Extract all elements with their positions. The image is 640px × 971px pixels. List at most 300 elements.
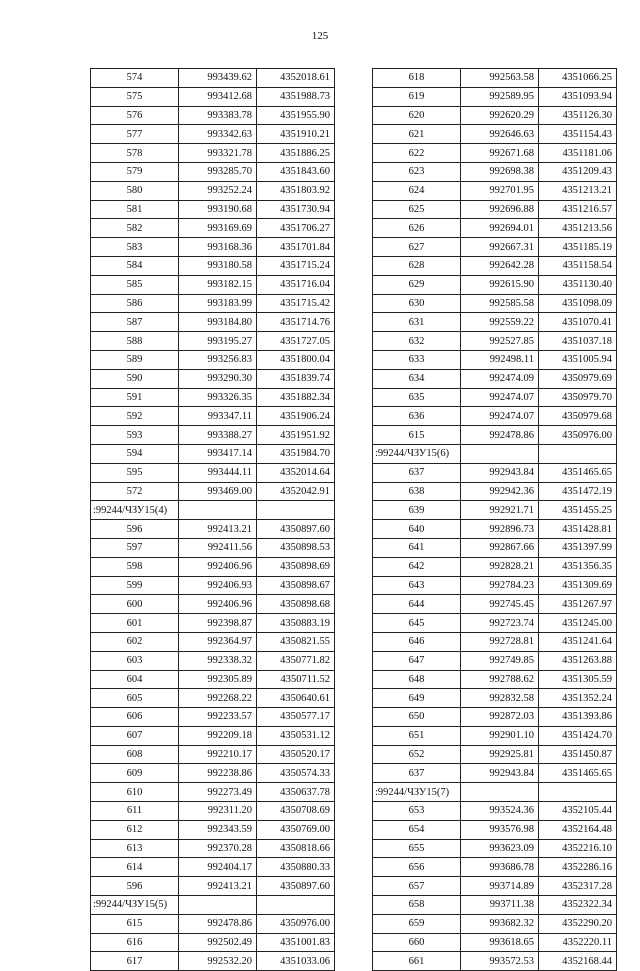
x-coordinate-cell: 992698.38 — [461, 162, 539, 181]
table-row — [373, 181, 617, 200]
point-number-cell: 576 — [91, 106, 179, 125]
table-row — [91, 557, 335, 576]
point-number-cell: 592 — [91, 407, 179, 426]
x-coordinate-cell: 992311.20 — [179, 802, 257, 821]
table-row — [373, 69, 617, 88]
point-number-cell: 647 — [373, 651, 461, 670]
table-row — [91, 820, 335, 839]
table-row — [91, 595, 335, 614]
y-coordinate-cell: 4351216.57 — [539, 200, 617, 219]
table-row — [373, 670, 617, 689]
x-coordinate-cell: 993412.68 — [179, 87, 257, 106]
x-coordinate-cell: 992498.11 — [461, 350, 539, 369]
point-number-cell: 652 — [373, 745, 461, 764]
point-number-cell: 654 — [373, 820, 461, 839]
x-coordinate-cell: 992210.17 — [179, 745, 257, 764]
x-coordinate-cell: 993190.68 — [179, 200, 257, 219]
table-row — [91, 294, 335, 313]
point-number-cell: 650 — [373, 708, 461, 727]
point-number-cell: 578 — [91, 144, 179, 163]
y-coordinate-cell: 4351450.87 — [539, 745, 617, 764]
point-number-cell: 630 — [373, 294, 461, 313]
table-row — [91, 877, 335, 896]
point-number-cell: 607 — [91, 726, 179, 745]
x-coordinate-cell: 992406.96 — [179, 595, 257, 614]
point-number-cell: 615 — [373, 426, 461, 445]
point-number-cell: 634 — [373, 369, 461, 388]
point-number-cell: 613 — [91, 839, 179, 858]
table-row — [91, 802, 335, 821]
y-coordinate-cell: 4350577.17 — [257, 708, 335, 727]
x-coordinate-cell: 992502.49 — [179, 933, 257, 952]
table-row — [91, 463, 335, 482]
y-coordinate-cell: 4351472.19 — [539, 482, 617, 501]
point-number-cell: 628 — [373, 256, 461, 275]
point-number-cell: 588 — [91, 332, 179, 351]
y-coordinate-cell: 4351906.24 — [257, 407, 335, 426]
table-row — [373, 726, 617, 745]
point-number-cell: 617 — [91, 952, 179, 971]
point-number-cell: 580 — [91, 181, 179, 200]
y-coordinate-cell: 4351130.40 — [539, 275, 617, 294]
x-coordinate-cell: 993524.36 — [461, 802, 539, 821]
y-coordinate-cell: 4350574.33 — [257, 764, 335, 783]
x-coordinate-cell: 992338.32 — [179, 651, 257, 670]
point-number-cell: 656 — [373, 858, 461, 877]
y-coordinate-cell: 4350898.68 — [257, 595, 335, 614]
x-coordinate-cell: 992413.21 — [179, 877, 257, 896]
table-row — [91, 651, 335, 670]
point-number-cell: 657 — [373, 877, 461, 896]
x-coordinate-cell: 992273.49 — [179, 783, 257, 802]
point-number-cell: 591 — [91, 388, 179, 407]
y-coordinate-cell: 4352105.44 — [539, 802, 617, 821]
point-number-cell: 574 — [91, 69, 179, 88]
point-number-cell: 619 — [373, 87, 461, 106]
table-row — [91, 444, 335, 463]
section-label-cell: :99244/ЧЗУ15(7) — [373, 783, 461, 802]
point-number-cell: 631 — [373, 313, 461, 332]
point-number-cell: 596 — [91, 877, 179, 896]
x-coordinate-cell: 992872.03 — [461, 708, 539, 727]
table-row — [91, 200, 335, 219]
y-coordinate-cell: 4351716.04 — [257, 275, 335, 294]
x-coordinate-cell: 993183.99 — [179, 294, 257, 313]
point-number-cell: 644 — [373, 595, 461, 614]
x-coordinate-cell: 992867.66 — [461, 538, 539, 557]
point-number-cell: 589 — [91, 350, 179, 369]
x-coordinate-cell: 992559.22 — [461, 313, 539, 332]
x-coordinate-cell: 993686.78 — [461, 858, 539, 877]
table-row — [91, 144, 335, 163]
y-coordinate-cell: 4350897.60 — [257, 877, 335, 896]
x-coordinate-cell: 992563.58 — [461, 69, 539, 88]
point-number-cell: 633 — [373, 350, 461, 369]
point-number-cell: 637 — [373, 463, 461, 482]
x-coordinate-cell: 993252.24 — [179, 181, 257, 200]
table-row — [373, 820, 617, 839]
y-coordinate-cell: 4351185.19 — [539, 238, 617, 257]
point-number-cell: 616 — [91, 933, 179, 952]
y-coordinate-cell: 4351126.30 — [539, 106, 617, 125]
section-header-row — [91, 501, 335, 520]
table-row — [373, 256, 617, 275]
table-row — [373, 520, 617, 539]
y-coordinate-cell: 4351803.92 — [257, 181, 335, 200]
table-row — [91, 576, 335, 595]
x-coordinate-cell — [461, 783, 539, 802]
x-coordinate-cell: 993714.89 — [461, 877, 539, 896]
table-row — [91, 69, 335, 88]
table-row — [373, 745, 617, 764]
table-row — [91, 407, 335, 426]
point-number-cell: 585 — [91, 275, 179, 294]
point-number-cell: 600 — [91, 595, 179, 614]
table-row — [91, 614, 335, 633]
point-number-cell: 661 — [373, 952, 461, 971]
section-label-cell: :99244/ЧЗУ15(5) — [91, 896, 179, 915]
table-row — [373, 238, 617, 257]
point-number-cell: 643 — [373, 576, 461, 595]
y-coordinate-cell: 4351701.84 — [257, 238, 335, 257]
point-number-cell: 655 — [373, 839, 461, 858]
table-row — [373, 162, 617, 181]
y-coordinate-cell: 4350897.60 — [257, 520, 335, 539]
table-row — [91, 275, 335, 294]
x-coordinate-cell: 992646.63 — [461, 125, 539, 144]
x-coordinate-cell: 992406.93 — [179, 576, 257, 595]
point-number-cell: 579 — [91, 162, 179, 181]
x-coordinate-cell: 992585.58 — [461, 294, 539, 313]
table-row — [91, 482, 335, 501]
x-coordinate-cell: 992749.85 — [461, 651, 539, 670]
section-label-cell: :99244/ЧЗУ15(6) — [373, 444, 461, 463]
x-coordinate-cell: 992784.23 — [461, 576, 539, 595]
y-coordinate-cell: 4352042.91 — [257, 482, 335, 501]
y-coordinate-cell: 4351428.81 — [539, 520, 617, 539]
point-number-cell: 581 — [91, 200, 179, 219]
y-coordinate-cell: 4351098.09 — [539, 294, 617, 313]
y-coordinate-cell: 4351730.94 — [257, 200, 335, 219]
y-coordinate-cell: 4351158.54 — [539, 256, 617, 275]
x-coordinate-cell — [179, 501, 257, 520]
y-coordinate-cell: 4351882.34 — [257, 388, 335, 407]
y-coordinate-cell: 4351037.18 — [539, 332, 617, 351]
table-row — [91, 181, 335, 200]
table-row — [373, 87, 617, 106]
y-coordinate-cell: 4350708.69 — [257, 802, 335, 821]
table-row — [91, 914, 335, 933]
x-coordinate-cell: 992209.18 — [179, 726, 257, 745]
y-coordinate-cell: 4350771.82 — [257, 651, 335, 670]
x-coordinate-cell: 993383.78 — [179, 106, 257, 125]
y-coordinate-cell: 4350818.66 — [257, 839, 335, 858]
x-coordinate-cell — [461, 444, 539, 463]
x-coordinate-cell: 992474.09 — [461, 369, 539, 388]
point-number-cell: 651 — [373, 726, 461, 745]
point-number-cell: 610 — [91, 783, 179, 802]
x-coordinate-cell: 992901.10 — [461, 726, 539, 745]
y-coordinate-cell: 4351305.59 — [539, 670, 617, 689]
table-row — [91, 520, 335, 539]
y-coordinate-cell: 4351070.41 — [539, 313, 617, 332]
table-row — [373, 933, 617, 952]
y-coordinate-cell: 4351245.00 — [539, 614, 617, 633]
x-coordinate-cell: 992788.62 — [461, 670, 539, 689]
x-coordinate-cell: 992233.57 — [179, 708, 257, 727]
table-row — [373, 952, 617, 971]
x-coordinate-cell: 992620.29 — [461, 106, 539, 125]
table-row — [91, 106, 335, 125]
point-number-cell: 590 — [91, 369, 179, 388]
point-number-cell: 640 — [373, 520, 461, 539]
x-coordinate-cell: 992474.07 — [461, 388, 539, 407]
y-coordinate-cell: 4351154.43 — [539, 125, 617, 144]
x-coordinate-cell: 992478.86 — [179, 914, 257, 933]
x-coordinate-cell: 992723.74 — [461, 614, 539, 633]
y-coordinate-cell — [257, 501, 335, 520]
y-coordinate-cell: 4351263.88 — [539, 651, 617, 670]
point-number-cell: 575 — [91, 87, 179, 106]
table-row — [373, 914, 617, 933]
y-coordinate-cell: 4352317.28 — [539, 877, 617, 896]
table-row — [91, 858, 335, 877]
table-row — [91, 219, 335, 238]
y-coordinate-cell: 4351066.25 — [539, 69, 617, 88]
y-coordinate-cell: 4351706.27 — [257, 219, 335, 238]
y-coordinate-cell: 4350640.61 — [257, 689, 335, 708]
table-row — [373, 877, 617, 896]
table-row — [373, 144, 617, 163]
point-number-cell: 595 — [91, 463, 179, 482]
table-row — [91, 388, 335, 407]
point-number-cell: 572 — [91, 482, 179, 501]
point-number-cell: 609 — [91, 764, 179, 783]
point-number-cell: 620 — [373, 106, 461, 125]
point-number-cell: 604 — [91, 670, 179, 689]
table-row — [91, 369, 335, 388]
y-coordinate-cell: 4350898.67 — [257, 576, 335, 595]
y-coordinate-cell: 4350898.53 — [257, 538, 335, 557]
y-coordinate-cell: 4351213.56 — [539, 219, 617, 238]
x-coordinate-cell: 992696.88 — [461, 200, 539, 219]
table-row — [373, 369, 617, 388]
x-coordinate-cell: 993576.98 — [461, 820, 539, 839]
y-coordinate-cell: 4351309.69 — [539, 576, 617, 595]
point-number-cell: 627 — [373, 238, 461, 257]
x-coordinate-cell: 993195.27 — [179, 332, 257, 351]
table-row — [373, 538, 617, 557]
table-row — [373, 557, 617, 576]
y-coordinate-cell: 4352014.64 — [257, 463, 335, 482]
point-number-cell: 658 — [373, 896, 461, 915]
point-number-cell: 583 — [91, 238, 179, 257]
table-row — [373, 294, 617, 313]
y-coordinate-cell: 4351988.73 — [257, 87, 335, 106]
table-row — [91, 538, 335, 557]
x-coordinate-cell: 993285.70 — [179, 162, 257, 181]
table-row — [91, 670, 335, 689]
y-coordinate-cell: 4350898.69 — [257, 557, 335, 576]
table-row — [373, 313, 617, 332]
x-coordinate-cell: 992404.17 — [179, 858, 257, 877]
x-coordinate-cell: 993256.83 — [179, 350, 257, 369]
x-coordinate-cell: 992921.71 — [461, 501, 539, 520]
point-number-cell: 635 — [373, 388, 461, 407]
y-coordinate-cell: 4350883.19 — [257, 614, 335, 633]
y-coordinate-cell: 4351213.21 — [539, 181, 617, 200]
x-coordinate-cell: 992832.58 — [461, 689, 539, 708]
y-coordinate-cell: 4350979.70 — [539, 388, 617, 407]
table-row — [373, 708, 617, 727]
x-coordinate-cell: 992370.28 — [179, 839, 257, 858]
y-coordinate-cell: 4350769.00 — [257, 820, 335, 839]
point-number-cell: 622 — [373, 144, 461, 163]
y-coordinate-cell: 4351393.86 — [539, 708, 617, 727]
x-coordinate-cell: 993439.62 — [179, 69, 257, 88]
y-coordinate-cell: 4351241.64 — [539, 632, 617, 651]
y-coordinate-cell: 4351181.06 — [539, 144, 617, 163]
x-coordinate-cell: 992671.68 — [461, 144, 539, 163]
x-coordinate-cell: 992615.90 — [461, 275, 539, 294]
y-coordinate-cell: 4350821.55 — [257, 632, 335, 651]
y-coordinate-cell: 4352164.48 — [539, 820, 617, 839]
y-coordinate-cell: 4351424.70 — [539, 726, 617, 745]
table-row — [373, 426, 617, 445]
table-row — [373, 388, 617, 407]
x-coordinate-cell: 993347.11 — [179, 407, 257, 426]
x-coordinate-cell: 993184.80 — [179, 313, 257, 332]
x-coordinate-cell: 993682.32 — [461, 914, 539, 933]
y-coordinate-cell: 4351800.04 — [257, 350, 335, 369]
x-coordinate-cell: 992411.56 — [179, 538, 257, 557]
x-coordinate-cell: 993618.65 — [461, 933, 539, 952]
y-coordinate-cell: 4351001.83 — [257, 933, 335, 952]
point-number-cell: 598 — [91, 557, 179, 576]
x-coordinate-cell: 992343.59 — [179, 820, 257, 839]
table-row — [91, 952, 335, 971]
page-number: 125 — [311, 30, 329, 42]
point-number-cell: 593 — [91, 426, 179, 445]
table-row — [373, 501, 617, 520]
y-coordinate-cell: 4351839.74 — [257, 369, 335, 388]
point-number-cell: 623 — [373, 162, 461, 181]
x-coordinate-cell: 993321.78 — [179, 144, 257, 163]
table-row — [91, 632, 335, 651]
table-row — [91, 764, 335, 783]
table-row — [373, 219, 617, 238]
x-coordinate-cell: 993326.35 — [179, 388, 257, 407]
y-coordinate-cell: 4350979.69 — [539, 369, 617, 388]
section-header-row — [373, 783, 617, 802]
point-number-cell: 625 — [373, 200, 461, 219]
point-number-cell: 637 — [373, 764, 461, 783]
point-number-cell: 596 — [91, 520, 179, 539]
y-coordinate-cell: 4352220.11 — [539, 933, 617, 952]
y-coordinate-cell: 4351955.90 — [257, 106, 335, 125]
y-coordinate-cell: 4352168.44 — [539, 952, 617, 971]
y-coordinate-cell: 4351209.43 — [539, 162, 617, 181]
y-coordinate-cell: 4351714.76 — [257, 313, 335, 332]
point-number-cell: 660 — [373, 933, 461, 952]
y-coordinate-cell: 4351910.21 — [257, 125, 335, 144]
table-row — [373, 802, 617, 821]
x-coordinate-cell: 993444.11 — [179, 463, 257, 482]
y-coordinate-cell: 4351267.97 — [539, 595, 617, 614]
x-coordinate-cell: 993711.38 — [461, 896, 539, 915]
table-row — [373, 632, 617, 651]
table-row — [373, 332, 617, 351]
point-number-cell: 612 — [91, 820, 179, 839]
table-row — [91, 426, 335, 445]
x-coordinate-cell: 992478.86 — [461, 426, 539, 445]
point-number-cell: 646 — [373, 632, 461, 651]
point-number-cell: 629 — [373, 275, 461, 294]
x-coordinate-cell: 992943.84 — [461, 463, 539, 482]
x-coordinate-cell: 992694.01 — [461, 219, 539, 238]
point-number-cell: 636 — [373, 407, 461, 426]
point-number-cell: 621 — [373, 125, 461, 144]
x-coordinate-cell: 993182.15 — [179, 275, 257, 294]
table-row — [373, 858, 617, 877]
x-coordinate-cell: 992942.36 — [461, 482, 539, 501]
y-coordinate-cell: 4351727.05 — [257, 332, 335, 351]
point-number-cell: 577 — [91, 125, 179, 144]
y-coordinate-cell: 4351465.65 — [539, 463, 617, 482]
x-coordinate-cell: 992527.85 — [461, 332, 539, 351]
y-coordinate-cell: 4350979.68 — [539, 407, 617, 426]
x-coordinate-cell: 993169.69 — [179, 219, 257, 238]
table-row — [373, 106, 617, 125]
table-row — [373, 482, 617, 501]
y-coordinate-cell: 4351455.25 — [539, 501, 617, 520]
y-coordinate-cell: 4350711.52 — [257, 670, 335, 689]
table-row — [91, 350, 335, 369]
y-coordinate-cell: 4351005.94 — [539, 350, 617, 369]
point-number-cell: 587 — [91, 313, 179, 332]
y-coordinate-cell: 4350520.17 — [257, 745, 335, 764]
y-coordinate-cell: 4352216.10 — [539, 839, 617, 858]
table-row — [373, 614, 617, 633]
point-number-cell: 632 — [373, 332, 461, 351]
x-coordinate-cell: 992413.21 — [179, 520, 257, 539]
table-row — [91, 745, 335, 764]
point-number-cell: 638 — [373, 482, 461, 501]
point-number-cell: 602 — [91, 632, 179, 651]
point-number-cell: 614 — [91, 858, 179, 877]
table-row — [91, 313, 335, 332]
x-coordinate-cell: 992701.95 — [461, 181, 539, 200]
table-row — [91, 125, 335, 144]
x-coordinate-cell: 992828.21 — [461, 557, 539, 576]
x-coordinate-cell: 993180.58 — [179, 256, 257, 275]
y-coordinate-cell: 4351843.60 — [257, 162, 335, 181]
y-coordinate-cell: 4351715.42 — [257, 294, 335, 313]
table-row — [91, 689, 335, 708]
table-row — [373, 350, 617, 369]
y-coordinate-cell: 4350976.00 — [539, 426, 617, 445]
x-coordinate-cell: 993290.30 — [179, 369, 257, 388]
point-number-cell: 626 — [373, 219, 461, 238]
point-number-cell: 645 — [373, 614, 461, 633]
x-coordinate-cell: 992364.97 — [179, 632, 257, 651]
table-row — [373, 651, 617, 670]
table-row — [373, 200, 617, 219]
point-number-cell: 648 — [373, 670, 461, 689]
x-coordinate-cell: 992406.96 — [179, 557, 257, 576]
x-coordinate-cell: 992474.07 — [461, 407, 539, 426]
y-coordinate-cell: 4350880.33 — [257, 858, 335, 877]
